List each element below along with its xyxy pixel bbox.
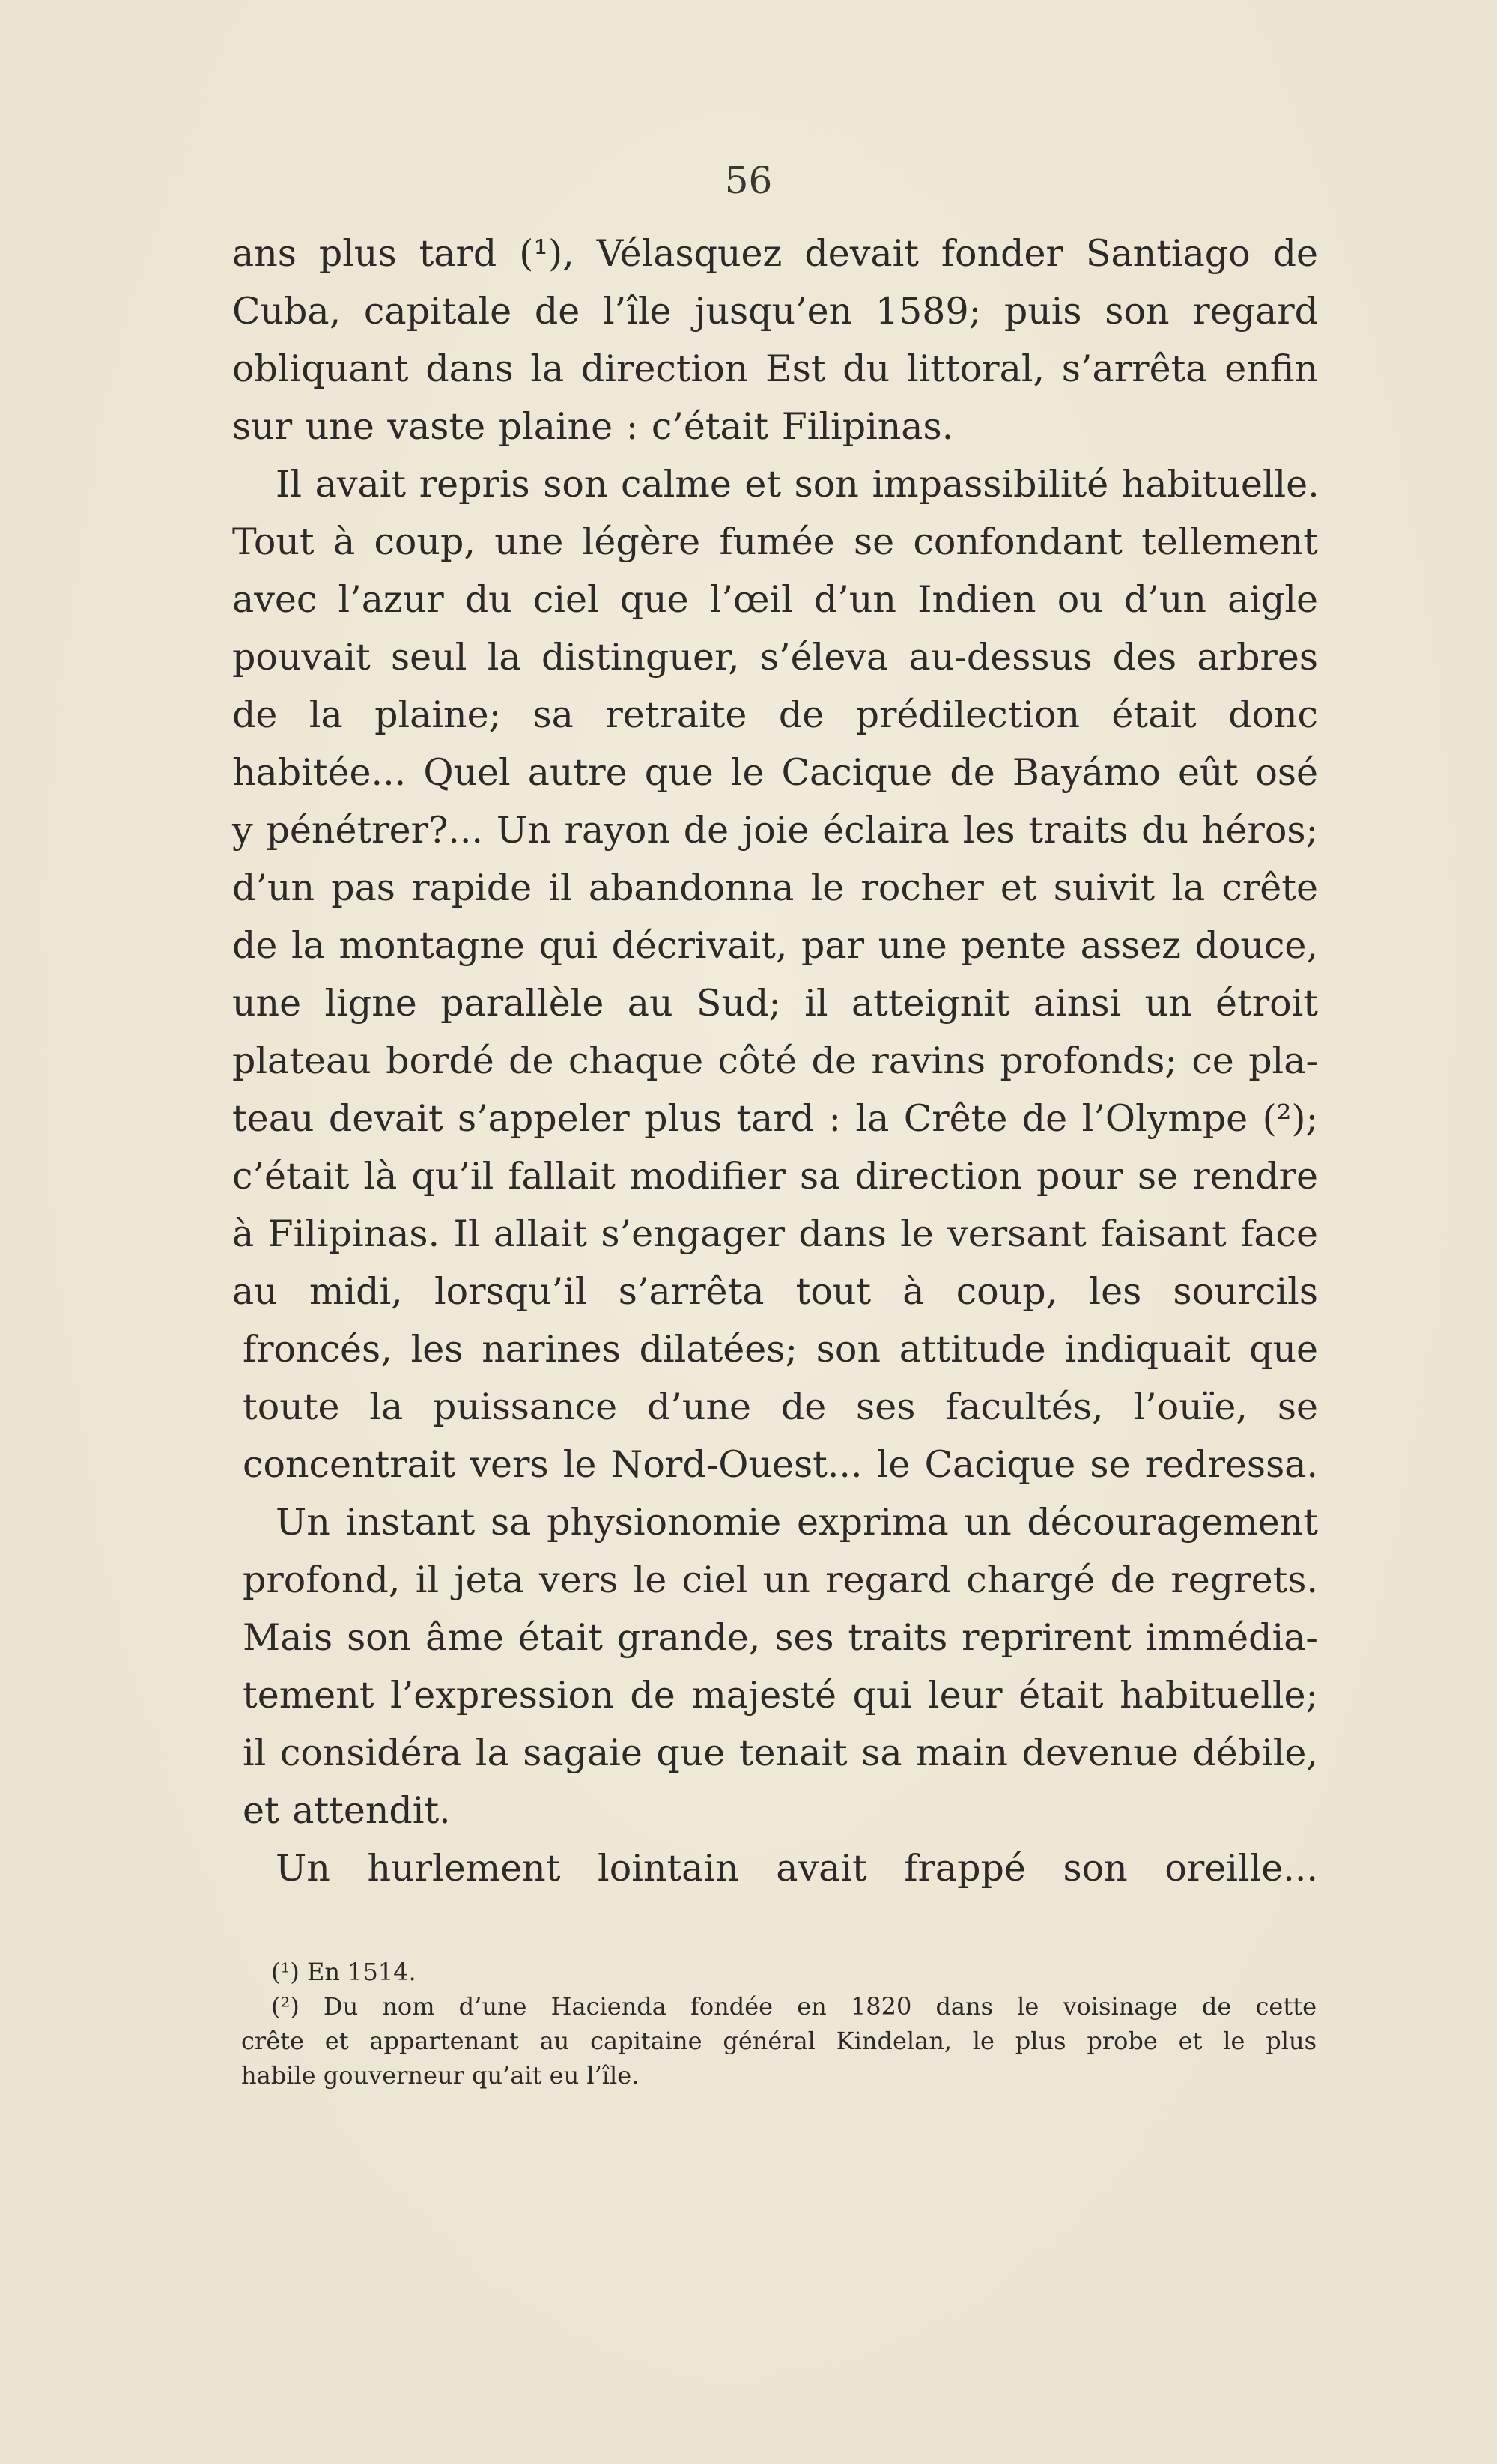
text-line: Un instant sa physionomie exprima un découragement [276, 1501, 1318, 1544]
text-line: Tout à coup, une légère fumée se confondant tellement [232, 521, 1318, 563]
text-line: toute la puissance d’une de ses facultés, l’ouïe, se [243, 1386, 1318, 1428]
text-line: pouvait seul la distinguer, s’éleva au-dessus des arbres [232, 636, 1318, 679]
text-line: obliquant dans la direction Est du littoral, s’arrêta enfin [232, 348, 1318, 390]
text-line: plateau bordé de chaque côté de ravins profonds; ce pla- [232, 1040, 1318, 1082]
text-line: Cuba, capitale de l’île jusqu’en 1589; puis son regard [232, 290, 1318, 333]
text-line: ans plus tard (¹), Vélasquez devait fonder Santiago de [232, 232, 1318, 275]
text-line: Il avait repris son calme et son impassibilité habituelle. [276, 463, 1320, 506]
text-line: habitée... Quel autre que le Cacique de Bayámo eût osé [232, 751, 1318, 794]
text-line: et attendit. [243, 1789, 451, 1832]
text-line: profond, il jeta vers le ciel un regard chargé de regrets. [243, 1559, 1318, 1601]
text-line: teau devait s’appeler plus tard : la Crête de l’Olympe (²); [232, 1097, 1318, 1140]
text-line: avec l’azur du ciel que l’œil d’un Indien ou d’un aigle [232, 578, 1318, 621]
page-number: 56 [724, 159, 773, 202]
body-text [232, 225, 1318, 1897]
text-line: y pénétrer?... Un rayon de joie éclaira les traits du héros; [232, 809, 1318, 852]
footnote-line: (¹) En 1514. [271, 1958, 416, 1986]
text-line: concentrait vers le Nord-Ouest... le Cacique se redressa. [243, 1443, 1318, 1486]
footnote-line: crête et appartenant au capitaine général Kindelan, le plus probe et le plus [241, 2027, 1317, 2055]
text-line: tement l’expression de majesté qui leur était habituelle; [243, 1674, 1318, 1717]
text-line: de la plaine; sa retraite de prédilection était donc [232, 694, 1318, 736]
footnote-line: habile gouverneur qu’ait eu l’île. [241, 2061, 640, 2090]
footnotes [241, 1955, 1317, 2093]
text-line: sur une vaste plaine : c’était Filipinas. [232, 405, 954, 448]
text-line: c’était là qu’il fallait modifier sa direction pour se rendre [232, 1155, 1318, 1198]
text-line: Un hurlement lointain avait frappé son oreille... [276, 1847, 1318, 1890]
text-line: d’un pas rapide il abandonna le rocher et suivit la crête [232, 867, 1318, 909]
text-line: une ligne parallèle au Sud; il atteignit ainsi un étroit [232, 982, 1318, 1025]
text-line: froncés, les narines dilatées; son attitude indiquait que [243, 1328, 1318, 1371]
text-line: à Filipinas. Il allait s’engager dans le versant faisant face [232, 1213, 1318, 1255]
text-line: Mais son âme était grande, ses traits reprirent immédia- [243, 1616, 1318, 1659]
text-line: au midi, lorsqu’il s’arrêta tout à coup, les sourcils [232, 1270, 1318, 1313]
footnote-line: (²) Du nom d’une Hacienda fondée en 1820 dans le voisinage de cette [271, 1992, 1317, 2021]
text-line: de la montagne qui décrivait, par une pente assez douce, [232, 924, 1318, 967]
text-line: il considéra la sagaie que tenait sa main devenue débile, [243, 1732, 1318, 1774]
